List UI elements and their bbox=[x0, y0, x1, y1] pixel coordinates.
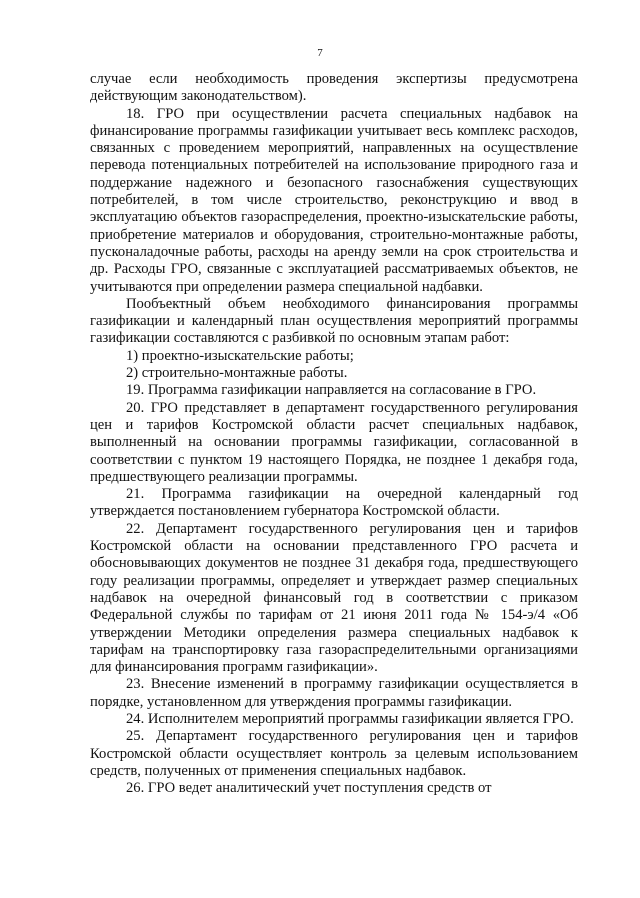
paragraph-item-24: 24. Исполнителем мероприятий программы газификации является ГРО. bbox=[126, 710, 574, 727]
paragraph-item-21: 21. Программа газификации на очередной календарный год утверждается постановлением губернатора Костромской области. bbox=[90, 486, 578, 520]
list-item-survey-works: 1) проектно-изыскательские работы; bbox=[126, 347, 354, 364]
paragraph-item-26: 26. ГРО ведет аналитический учет поступления средств от bbox=[126, 780, 492, 797]
paragraph-item-23: 23. Внесение изменений в программу газификации осуществляется в порядке, установленном для утверждения программы газификации. bbox=[90, 676, 578, 710]
list-item-construction-works: 2) строительно-монтажные работы. bbox=[126, 365, 348, 382]
paragraph-item-25: 25. Департамент государственного регулирования цен и тарифов Костромской области осуществляет контроль за целевым использованием средств, полученных от применения специальных надбавок. bbox=[90, 728, 578, 779]
paragraph-continuation: случае если необходимость проведения экспертизы предусмотрена действующим законодательством). bbox=[90, 71, 578, 105]
paragraph-funding-plan: Пообъектный объем необходимого финансирования программы газификации и календарный план осуществления мероприятий программы газификации составляются с разбивкой по основным этапам работ: bbox=[90, 295, 578, 347]
document-body bbox=[90, 71, 578, 797]
paragraph-item-19: 19. Программа газификации направляется на согласование в ГРО. bbox=[126, 382, 537, 399]
paragraph-item-22: 22. Департамент государственного регулирования цен и тарифов Костромской области на основании представленного ГРО расчета и обосновывающих документов не позднее 31 декабря года, предшествующего году реализации программы, определяет и утверждает размер специальных надбавок на очередной финансовый год в соответствии с приказом Федеральной службы по тарифам от 21 июня 2011 года № 154-э/4 «Об утверждении Методики определения размера специальных надбавок к тарифам на транспортировку газа газораспределительными организациями для финансирования программ газификации». bbox=[90, 520, 578, 676]
paragraph-item-20: 20. ГРО представляет в департамент государственного регулирования цен и тарифов Костромской области расчет специальных надбавок, выполненный на основании программы газификации, согласованной в соответствии с пунктом 19 настоящего Порядка, не позднее 1 декабря года, предшествующего реализации программы. bbox=[90, 399, 578, 485]
paragraph-item-18: 18. ГРО при осуществлении расчета специальных надбавок на финансирование программы газификации учитывает весь комплекс расходов, связанных с проведением мероприятий, направленных на осуществление перевода потенциальных потребителей на использование природного газа и поддержание надежного и безопасного газоснабжения существующих потребителей, в том числе строительство, реконструкцию и ввод в эксплуатацию объектов газораспределения, проектно-изыскательские работы, приобретение материалов и оборудования, строительно-монтажные работы, пусконаладочные работы, расходы на аренду земли на срок строительства и др. Расходы ГРО, связанные с эксплуатацией рассматриваемых объектов, не учитываются при определении размера специальной надбавки. bbox=[90, 105, 578, 295]
page-number: 7 bbox=[317, 47, 323, 59]
